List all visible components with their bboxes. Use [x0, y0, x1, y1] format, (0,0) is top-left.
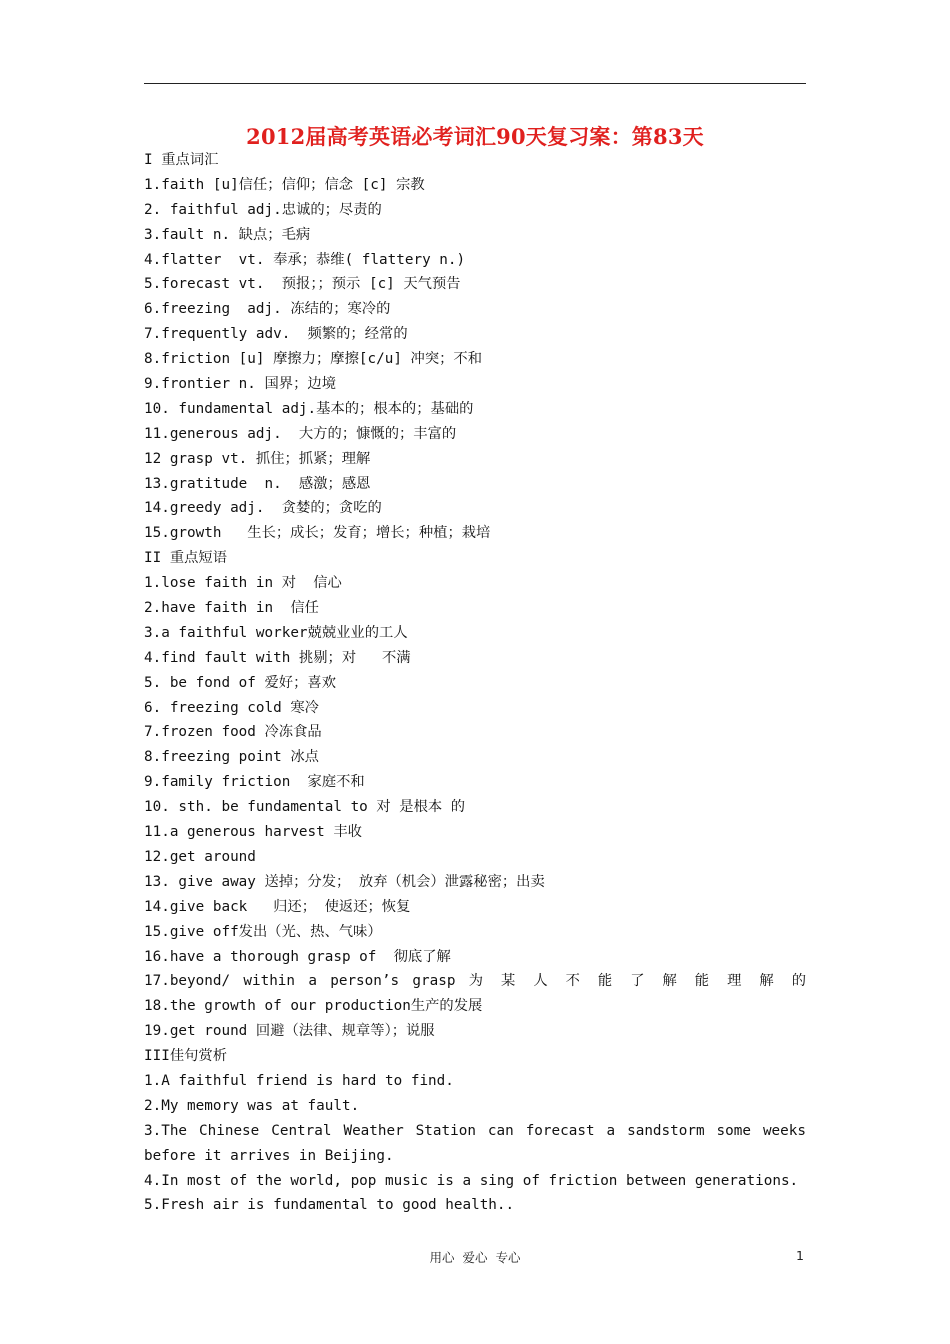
phrase-line: 18.the growth of our production生产的发展	[144, 998, 483, 1015]
document-body	[144, 148, 806, 1218]
phrase-line: 7.frozen food 冷冻食品	[144, 724, 322, 741]
vocab-line: 15.growth 生长；成长；发育；增长；种植；栽培	[144, 525, 491, 542]
vocab-line: 1.faith [u]信任；信仰；信念 [c] 宗教	[144, 176, 425, 193]
phrase-line: 1.lose faith in 对 信心	[144, 575, 342, 592]
vocab-line: 9.frontier n. 国界；边境	[144, 376, 336, 393]
phrase-line: 6. freezing cold 寒冷	[144, 699, 319, 716]
phrase-line: 3.a faithful worker兢兢业业的工人	[144, 624, 408, 641]
page-number: 1	[796, 1248, 804, 1263]
phrase-line: 17.beyond/ within a person’s grasp 为 某 人 不 能 了 解 能 理 解 的	[144, 973, 806, 990]
section-heading: I 重点词汇	[144, 152, 219, 168]
section-heading: II 重点短语	[144, 550, 228, 567]
phrase-line: 5. be fond of 爱好；喜欢	[144, 674, 336, 691]
vocab-line: 14.greedy adj. 贪婪的；贪吃的	[144, 500, 382, 517]
phrase-line: 2.have faith in 信任	[144, 600, 319, 617]
sentence-line: before it arrives in Beijing.	[144, 1147, 394, 1164]
phrase-line: 15.give off发出（光、热、气味）	[144, 923, 382, 940]
vocab-line: 2. faithful adj.忠诚的；尽责的	[144, 201, 382, 218]
phrase-line: 4.find fault with 挑剔；对 不满	[144, 649, 411, 666]
phrase-line: 12.get around	[144, 848, 256, 865]
phrase-line: 10. sth. be fundamental to 对 是根本 的	[144, 799, 466, 816]
phrase-line: 14.give back 归还； 使返还；恢复	[144, 898, 411, 915]
document-title: 2012届高考英语必考词汇90天复习案：第83天	[246, 124, 704, 149]
vocab-line: 4.flatter vt. 奉承；恭维( flattery n.)	[144, 251, 466, 268]
phrase-line: 9.family friction 家庭不和	[144, 774, 365, 791]
phrase-line: 11.a generous harvest 丰收	[144, 824, 362, 841]
vocab-line: 10. fundamental adj.基本的；根本的；基础的	[144, 400, 474, 417]
vocab-line: 5.forecast vt. 预报；；预示 [c] 天气预告	[144, 276, 461, 293]
vocab-line: 11.generous adj. 大方的；慷慨的；丰富的	[144, 425, 457, 442]
vocab-line: 13.gratitude n. 感激；感恩	[144, 475, 371, 492]
phrase-line: 8.freezing point 冰点	[144, 749, 319, 766]
vocab-line: 7.frequently adv. 频繁的；经常的	[144, 326, 408, 343]
vocab-line: 8.friction [u] 摩擦力；摩擦[c/u] 冲突；不和	[144, 351, 483, 368]
vocab-line: 6.freezing adj. 冻结的；寒冷的	[144, 301, 391, 318]
vocab-line: 3.fault n. 缺点；毛病	[144, 226, 311, 243]
vocab-line: 12 grasp vt. 抓住；抓紧；理解	[144, 450, 371, 467]
phrase-line: 13. give away 送掉；分发； 放弃（机会）泄露秘密；出卖	[144, 873, 545, 890]
sentence-line: 4.In most of the world, pop music is a sing of friction between generations.	[144, 1172, 799, 1189]
sentence-line: 1.A faithful friend is hard to find.	[144, 1072, 454, 1089]
phrase-line: 16.have a thorough grasp of 彻底了解	[144, 948, 451, 965]
section-heading: III佳句赏析	[144, 1048, 228, 1065]
header-rule	[144, 83, 806, 84]
page-footer: 用心 爱心 专心	[429, 1250, 521, 1265]
sentence-line: 5.Fresh air is fundamental to good health..	[144, 1197, 515, 1214]
sentence-line: 2.My memory was at fault.	[144, 1097, 360, 1114]
sentence-line: 3.The Chinese Central Weather Station can forecast a sandstorm some weeks	[144, 1122, 806, 1139]
phrase-line: 19.get round 回避（法律、规章等）；说服	[144, 1023, 435, 1040]
